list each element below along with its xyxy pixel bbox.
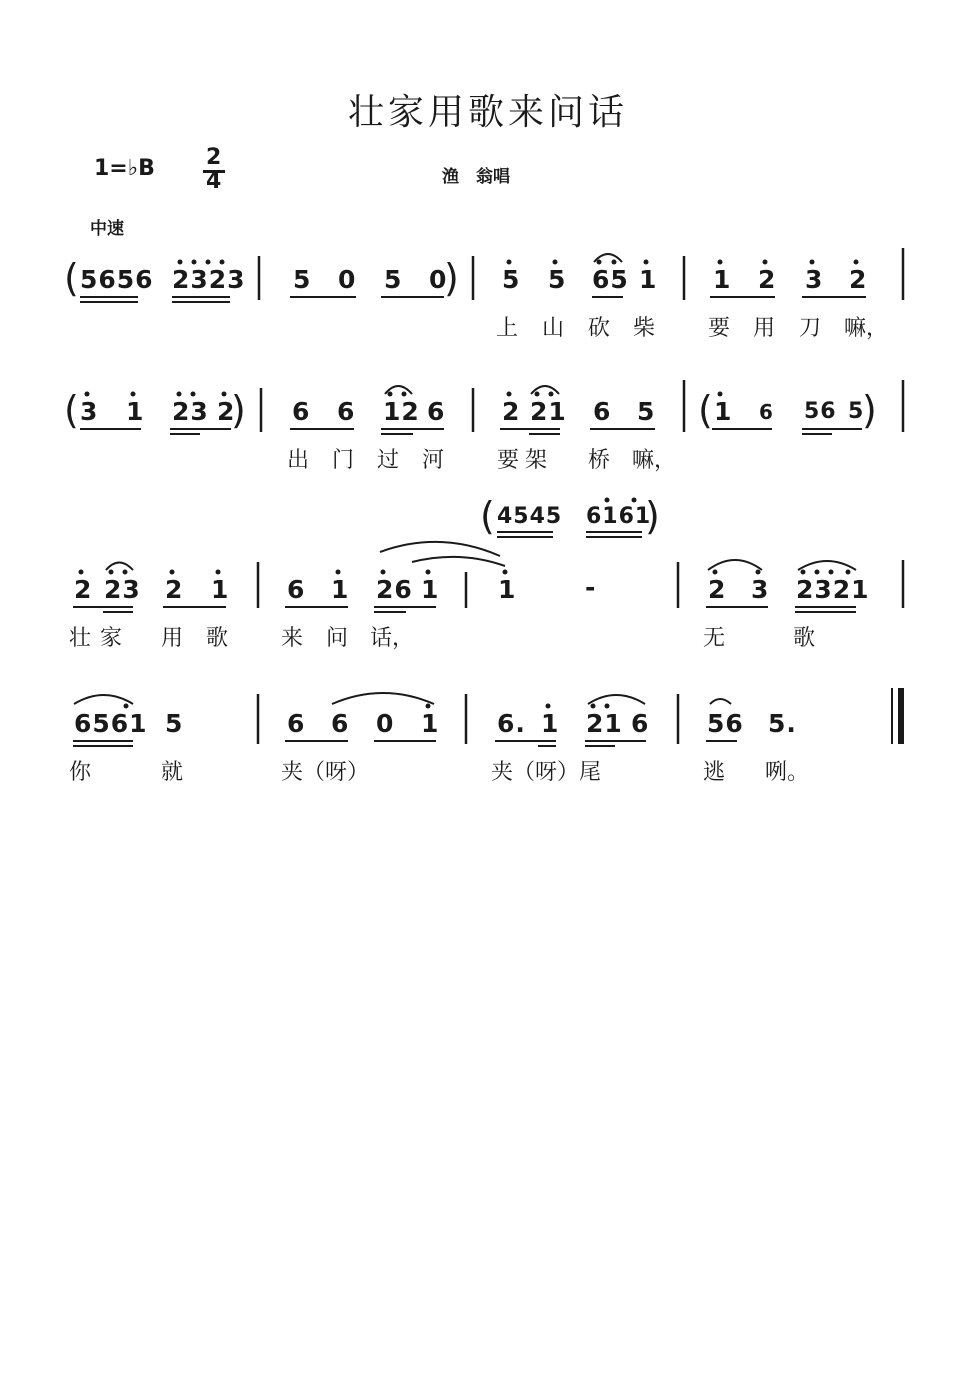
note-group: 21 [586,709,623,738]
lyric: 柴 [633,316,656,341]
note: 6 [287,709,306,738]
lyric: 夹（呀） [281,760,370,785]
note: 5 [384,265,403,294]
octave-dot [191,392,196,397]
lyric: 桥 [588,448,611,473]
note-group: 12 [383,397,420,426]
time-signature-top: 2 [206,145,222,170]
slur [708,560,762,570]
octave-dot [507,260,512,265]
octave-dot [192,260,197,265]
lyric: 夹（呀）尾 [491,760,602,785]
note: 1 [541,709,560,738]
lyric: 门 [332,448,355,473]
slur [74,695,133,704]
lyric: 就 [161,760,184,785]
lyric: 话， [370,626,415,651]
octave-dot [612,260,617,265]
lyric: 河 [422,448,445,473]
octave-dot [336,570,341,575]
note-group: 2321 [796,575,870,604]
note: 6 [337,397,356,426]
note-group: 23 [104,575,141,604]
paren-close: ) [231,388,246,432]
octave-dot [846,570,851,575]
key-signature: 1=♭B [94,156,155,181]
lyric: 要 [497,448,520,473]
octave-dot [402,392,407,397]
interlude-notes: 6161 [586,504,652,529]
note: 3 [805,265,824,294]
paren-close: ) [444,256,459,300]
octave-dot [535,392,540,397]
octave-dot [546,704,551,709]
singer-credit: 渔 翁唱 [442,167,510,187]
octave-dot [124,704,129,709]
octave-dot [815,570,820,575]
note-group: 56 [804,399,837,424]
note: 0 [376,709,395,738]
note: 5 [848,399,865,424]
dash-extension: - [585,573,597,602]
lyric: 家 [100,626,123,651]
paren-close: ) [645,494,660,538]
note: 6 [759,400,774,424]
octave-dot [810,260,815,265]
octave-dot [503,570,508,575]
lyric: 砍 [588,316,611,341]
octave-dot [177,392,182,397]
note: 2 [74,575,93,604]
note: 2 [758,265,777,294]
note: 0 [429,265,448,294]
lyric: 歌 [793,626,816,651]
lyric: 来 [281,626,304,651]
paren-open: ( [480,494,495,538]
note: 6 [331,709,350,738]
lyric: 壮 [69,626,92,651]
lyric: 嘛， [844,316,889,341]
paren-close: ) [862,388,877,432]
note: 6 [287,575,306,604]
lyric: 无 [703,626,726,651]
note-group: 5656 [80,265,154,294]
octave-dot [644,260,649,265]
octave-dot [801,570,806,575]
octave-dot [222,392,227,397]
octave-dot [426,570,431,575]
note: 2 [217,397,236,426]
time-signature-bottom: 4 [206,169,222,194]
octave-dot [763,260,768,265]
interlude-notes: 4545 [497,504,563,529]
octave-dot [591,704,596,709]
octave-dot [605,704,610,709]
note: 6 [427,397,446,426]
octave-dot [829,570,834,575]
octave-dot [605,498,610,503]
slur [588,695,645,704]
note: 2 [708,575,727,604]
slur [412,557,505,566]
lyric: 你 [69,760,92,785]
paren-open: ( [64,256,79,300]
octave-dot [426,704,431,709]
octave-dot [388,392,393,397]
paren-open: ( [698,388,713,432]
octave-dot [170,570,175,575]
note: 1 [713,265,732,294]
lyric: 歌 [206,626,229,651]
octave-dot [854,260,859,265]
lyric: 用 [753,316,776,341]
octave-dot [85,392,90,397]
octave-dot [713,570,718,575]
lyric: 过 [377,448,400,473]
note-group: 2323 [172,265,246,294]
note: 1 [421,575,440,604]
note: 3 [80,397,99,426]
tempo-marking: 中速 [90,219,124,239]
lyric: 嘛， [632,448,677,473]
lyric: 出 [287,448,310,473]
paren-open: ( [64,388,79,432]
lyric: 咧。 [765,760,810,785]
note: 5 [548,265,567,294]
note: 6 [631,709,650,738]
note: 1 [498,575,517,604]
octave-dot [718,392,723,397]
note: 5 [293,265,312,294]
note-group: 56 [707,709,744,738]
lyric: 用 [161,626,184,651]
note: 2 [165,575,184,604]
note: 1 [639,265,658,294]
octave-dot [507,392,512,397]
slur [380,542,500,556]
note: 1 [714,397,733,426]
octave-dot [549,392,554,397]
slur [710,699,731,704]
note: 6 [292,397,311,426]
lyric: 架 [525,448,548,473]
note: 2 [502,397,521,426]
song-title: 壮家用歌来问话 [348,92,629,133]
note-group: 21 [530,397,567,426]
slur [332,693,434,704]
octave-dot [756,570,761,575]
octave-dot [718,260,723,265]
octave-dot [109,570,114,575]
note: 1 [331,575,350,604]
note: 1 [211,575,230,604]
octave-dot [220,260,225,265]
note: 1 [421,709,440,738]
octave-dot [553,260,558,265]
note: 5 [165,709,184,738]
note: 6. [497,709,526,738]
note: 0 [338,265,357,294]
octave-dot [131,392,136,397]
note: 5 [502,265,521,294]
note-group: 26 [376,575,413,604]
lyric: 上 [496,316,519,341]
octave-dot [597,260,602,265]
slur [798,561,856,570]
octave-dot [206,260,211,265]
note-group: 23 [172,397,209,426]
octave-dot [632,498,637,503]
note-group: 6561 [74,709,148,738]
octave-dot [123,570,128,575]
octave-dot [381,570,386,575]
slur [106,563,133,571]
note-group: 65 [592,265,629,294]
note: 6 [593,397,612,426]
note: 1 [126,397,145,426]
lyric: 刀 [799,316,822,341]
lyric: 问 [326,626,349,651]
note: 5. [768,709,797,738]
note: 2 [849,265,868,294]
octave-dot [178,260,183,265]
lyric: 山 [542,316,565,341]
lyric: 逃 [703,760,726,785]
octave-dot [216,570,221,575]
note: 3 [751,575,770,604]
note: 5 [637,397,656,426]
lyric: 要 [708,316,731,341]
octave-dot [79,570,84,575]
